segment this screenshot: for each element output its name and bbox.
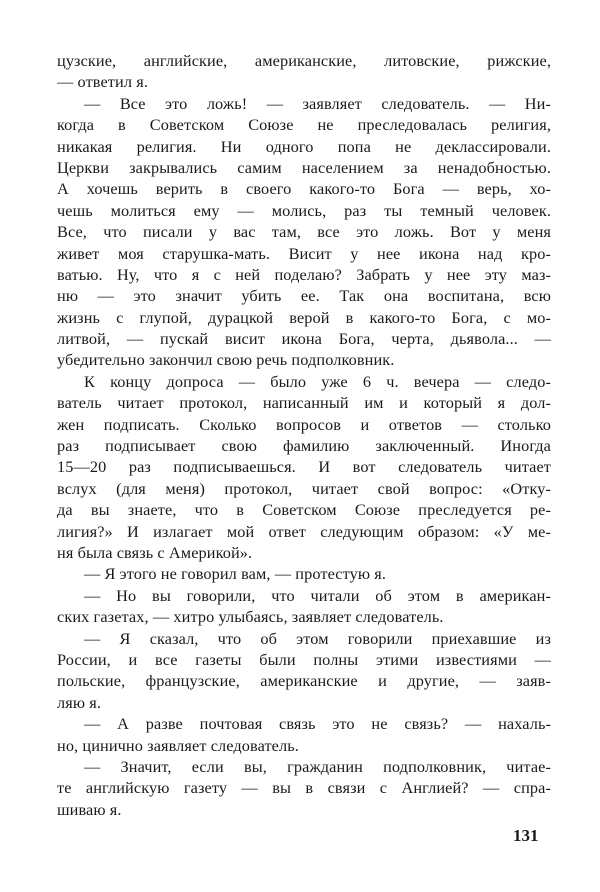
- text-line: шиваю я.: [57, 799, 122, 819]
- text-line: живет моя старушка-мать. Висит у нее икона над кро-: [57, 243, 551, 263]
- text-line: — Значит, если вы, гражданин подполковник, читае-: [84, 756, 551, 776]
- text-line: жен подписать. Сколько вопросов и ответов — столько: [57, 414, 551, 434]
- text-line: да вы знаете, что в Советском Союзе преследуется ре-: [57, 500, 551, 520]
- text-line: цузские, английские, американские, литовские, рижские,: [57, 51, 551, 70]
- text-line: но, цинично заявляет следователь.: [57, 735, 299, 755]
- text-line: К концу допроса — было уже 6 ч. вечера — следо-: [84, 371, 551, 391]
- text-line: — Я сказал, что об этом говорили приехавшие из: [84, 628, 551, 648]
- text-line: России, и все газеты были полны этими известиями —: [57, 649, 551, 669]
- text-line: — Все это ложь! — заявляет следователь. — Ни-: [84, 93, 551, 113]
- text-line: те английскую газету — вы в связи с Англией? — спра-: [57, 778, 551, 798]
- text-line: ляю я.: [57, 692, 102, 712]
- text-line: лигия?» И излагает мой ответ следующим образом: «У ме-: [57, 521, 551, 541]
- text-line: — ответил я.: [57, 72, 148, 92]
- text-line: жизнь с глупой, дурацкой верой в какого-то Бога, с мо-: [57, 307, 551, 327]
- text-line: литвой, — пускай висит икона Бога, черта, дьявола... —: [57, 329, 551, 349]
- text-line: раз подписывает свою фамилию заключенный. Иногда: [57, 436, 551, 456]
- text-line: ских газетах, — хитро улыбаясь, заявляет следователь.: [57, 607, 444, 627]
- text-line: когда в Советском Союзе не преследовалась религия,: [57, 115, 551, 135]
- text-line: вслух (для меня) протокол, читает свой вопрос: «Отку-: [57, 478, 551, 498]
- text-line: ватью. Ну, что я с ней поделаю? Забрать у нее эту маз-: [57, 264, 551, 284]
- text-line: Все, что писали у вас там, все это ложь. Вот у меня: [57, 222, 551, 242]
- text-line: — Я этого не говорил вам, — протестую я.: [84, 564, 387, 584]
- text-line: ватель читает протокол, написанный им и который я дол-: [57, 393, 551, 413]
- text-line: Церкви закрывались самим населением за ненадобностью.: [57, 157, 551, 177]
- text-line: 15—20 раз подписываешься. И вот следователь читает: [57, 457, 551, 477]
- body-text: [57, 50, 551, 820]
- text-line: ню — это значит убить ее. Так она воспитана, всю: [57, 286, 551, 306]
- text-line: ня была связь с Америкой».: [57, 542, 253, 562]
- text-line: А хочешь верить в своего какого-то Бога — верь, хо-: [57, 179, 551, 199]
- text-line: никакая религия. Ни одного попа не деклассировали.: [57, 136, 551, 156]
- text-line: польские, французские, американские и другие, — заяв-: [57, 671, 551, 691]
- text-line: — Но вы говорили, что читали об этом в американ-: [84, 585, 551, 605]
- text-line: — А разве почтовая связь это не связь? — нахаль-: [84, 714, 551, 734]
- page-number: 131: [513, 826, 539, 845]
- text-line: убедительно закончил свою речь подполковник.: [57, 350, 395, 370]
- text-line: чешь молиться ему — молись, раз ты темный человек.: [57, 200, 551, 220]
